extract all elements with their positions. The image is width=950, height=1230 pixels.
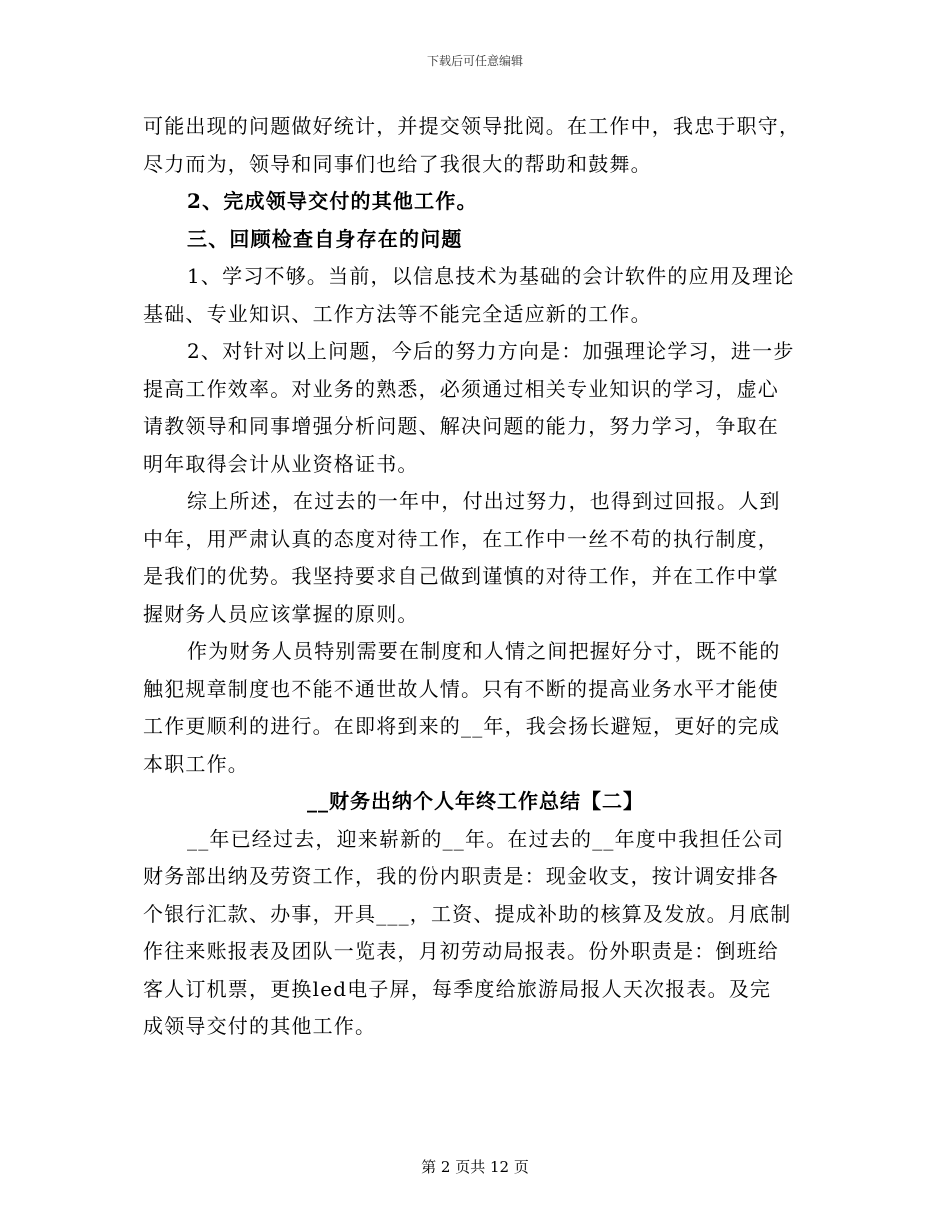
section-title: __财务出纳个人年终工作总结【二】 [307,789,644,813]
paragraph-line: 工作更顺利的进行。在即将到来的__年，我会扬长避短，更好的完成 [143,714,781,738]
paragraph-line: 本职工作。 [143,751,249,776]
paragraph-line: 中年，用严肃认真的态度对待工作，在工作中一丝不苟的执行制度， [143,526,779,551]
paragraph-line: 是我们的优势。我坚持要求自己做到谨慎的对待工作，并在工作中掌 [143,564,779,588]
paragraph-line: 请教领导和同事增强分析问题、解决问题的能力，努力学习，争取在 [143,414,779,438]
paragraph-line: 个银行汇款、办事，开具___，工资、提成补助的核算及发放。月底制 [143,901,792,926]
paragraph-line: 提高工作效率。对业务的熟悉，必须通过相关专业知识的学习，虚心 [143,376,779,401]
paragraph-line: 明年取得会计从业资格证书。 [143,451,419,476]
section-heading: 2、完成领导交付的其他工作。 [187,189,478,213]
paragraph-line: 基础、专业知识、工作方法等不能完全适应新的工作。 [143,301,652,326]
paragraph-line: 2、对针对以上问题，今后的努力方向是：加强理论学习，进一步 [187,339,795,363]
header-note: 下载后可任意编辑 [426,54,523,68]
paragraph-line: 综上所述，在过去的一年中，付出过努力，也得到过回报。人到 [187,489,781,513]
paragraph-line: 触犯规章制度也不能不通世故人情。只有不断的提高业务水平才能使 [143,676,779,701]
paragraph-line: 可能出现的问题做好统计，并提交领导批阅。在工作中，我忠于职守， [143,114,801,138]
paragraph-line: __年已经过去，迎来崭新的__年。在过去的__年度中我担任公司 [187,826,785,851]
paragraph-line: 握财务人员应该掌握的原则。 [143,601,419,626]
document-body [143,108,808,1046]
paragraph-line: 作往来账报表及团队一览表，月初劳动局报表。份外职责是：倒班给 [143,939,779,963]
paragraph-line: 作为财务人员特别需要在制度和人情之间把握好分寸，既不能的 [187,639,781,663]
section-heading: 三、回顾检查自身存在的问题 [187,226,463,251]
paragraph-line: 1、学习不够。当前，以信息技术为基础的会计软件的应用及理论 [187,264,795,288]
paragraph-line: 财务部出纳及劳资工作，我的份内职责是：现金收支，按计调安排各 [143,864,779,888]
paragraph-line: 客人订机票，更换led电子屏，每季度给旅游局报人天次报表。及完 [143,976,772,1001]
paragraph-line: 成领导交付的其他工作。 [143,1014,377,1038]
page-number: 第 2 页共 12 页 [421,1158,529,1176]
paragraph-line: 尽力而为，领导和同事们也给了我很大的帮助和鼓舞。 [143,151,652,176]
